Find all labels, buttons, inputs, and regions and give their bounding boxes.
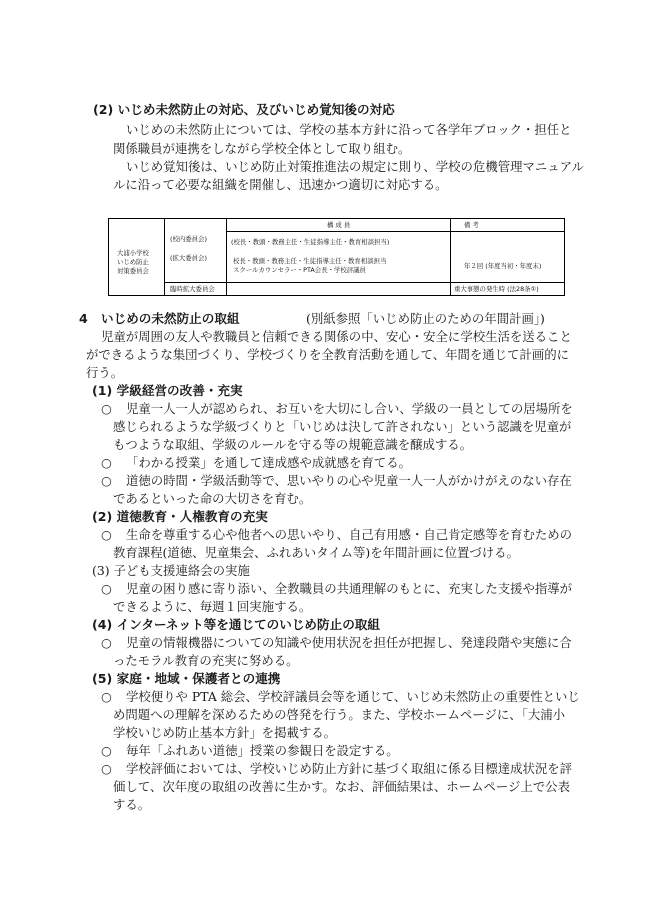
section-2-text: いじめ覚知後は、いじめ防止対策推進法の規定に則り、学校の危機管理マニュアル: [126, 159, 584, 174]
table-header-remarks: 備 考: [464, 221, 479, 229]
section-2-text: いじめの未然防止については、学校の基本方針に沿って各学年ブロック・担任と: [126, 122, 572, 137]
bullet-icon: ○: [101, 455, 112, 470]
bullet-text: ったモラル教育の充実に努める。: [113, 653, 299, 668]
bullet-text: め問題への理解を深めるための啓発を行う。また、学校ホームページに、「大浦小: [113, 707, 566, 722]
bullet-text: できるように、毎週１回実施する。: [113, 599, 312, 614]
internal-committee-label: (校内委員会): [170, 235, 207, 243]
section-4-title: いじめの未然防止の取組: [101, 311, 240, 326]
temporary-remarks: 重大事態の発生時 (法28条①): [454, 285, 539, 293]
bullet-text: 学校便りや PTA 総会、学校評議員会等を通じて、いじめ未然防止の重要性といじ: [126, 689, 580, 704]
bullet-text: 児童の困り感に寄り添い、全教職員の共通理解のもとに、充実した支援や指導が: [126, 581, 573, 596]
bullet-icon: ○: [101, 689, 112, 704]
expanded-committee-label: (拡大委員会): [170, 254, 207, 262]
section-4-intro: 行う。: [86, 365, 124, 380]
bullet-text: 毎年「ふれあい道徳」授業の参観日を設定する。: [126, 743, 399, 758]
bullet-text: 学校評価においては、学校いじめ防止方針に基づく取組に係る目標達成状況を評: [126, 761, 573, 776]
expanded-members: 校長・教頭・教務主任・生徒指導主任・教育相談担当: [233, 257, 387, 265]
section-2-heading: (2) いじめ未然防止の対応、及びいじめ覚知後の対応: [93, 102, 395, 117]
item-3-heading: (3) 子ども支援連絡会の実施: [92, 563, 250, 578]
section-4-intro: 児童が周囲の友人や教職員と信頼できる関係の中、安心・安全に学校生活を送ること: [101, 329, 572, 344]
item-5-heading: (5) 家庭・地域・保護者との連携: [92, 671, 281, 686]
table-row-label: いじめ防止: [117, 258, 149, 266]
bullet-icon: ○: [101, 401, 112, 416]
bullet-icon: ○: [101, 743, 112, 758]
bullet-text: 学校いじめ防止基本方針」を掲載する。: [113, 725, 337, 740]
temporary-committee-label: 臨時拡大委員会: [170, 285, 215, 293]
table-row-label: 大浦小学校: [117, 249, 149, 257]
section-2-text: ルに沿って必要な組織を開催し、迅速かつ適切に対応する。: [113, 177, 448, 192]
section-4-intro: ができるような集団づくり、学校づくりを全教育活動を通して、年間を通じて計画的に: [86, 347, 569, 362]
section-4-number: 4: [79, 311, 88, 326]
bullet-text: 感じられるような学級づくりと「いじめは決して許されない」という認識を児童が: [113, 419, 572, 434]
expanded-members: スクールカウンセラー・PTA会長・学校評議員: [233, 266, 366, 274]
bullet-icon: ○: [101, 473, 112, 488]
bullet-text: 教育課程(道徳、児童集会、ふれあいタイム等)を年間計画に位置づける。: [113, 545, 519, 560]
internal-members: (校長・教頭・教務主任・生徒指導主任・教育相談担当): [231, 238, 390, 246]
committee-table: [108, 218, 565, 296]
table-header-members: 構 成 員: [327, 221, 351, 229]
bullet-text: もつような取組、学級のルールを守る等の規範意識を醸成する。: [113, 437, 473, 452]
bullet-text: 道徳の時間・学級活動等で、思いやりの心や児童一人一人がかけがえのない存在: [126, 473, 572, 488]
bullet-icon: ○: [101, 635, 112, 650]
bullet-text: 価して、次年度の取組の改善に生かす。なお、評価結果は、ホームページ上で公表: [113, 779, 570, 794]
bullet-icon: ○: [101, 581, 112, 596]
bullet-text: する。: [113, 797, 151, 812]
item-1-heading: (1) 学級経営の改善・充実: [92, 383, 243, 398]
bullet-text: 生命を尊重する心や他者への思いやり、自己有用感・自己肯定感等を育むための: [126, 527, 573, 542]
bullet-icon: ○: [101, 761, 112, 776]
regular-remarks: 年２回 (年度当初・年度末): [464, 262, 542, 270]
bullet-text: 児童の情報機器についての知識や使用状況を担任が把握し、発達段階や実態に合: [126, 635, 572, 650]
section-4-reference: (別紙参照「いじめ防止のための年間計画」): [306, 311, 545, 326]
bullet-text: 児童一人一人が認められ、お互いを大切にし合い、学級の一員としての居場所を: [126, 401, 573, 416]
table-row-label: 対策委員会: [117, 267, 149, 275]
bullet-text: 「わかる授業」を通して達成感や成就感を育てる。: [126, 455, 411, 470]
item-4-heading: (4) インターネット等を通じてのいじめ防止の取組: [92, 617, 380, 632]
bullet-text: であるといった命の大切さを育む。: [113, 491, 312, 506]
item-2-heading: (2) 道徳教育・人権教育の充実: [92, 509, 268, 524]
section-2-text: 関係職員が連携をしながら学校全体として取り組む。: [113, 141, 411, 156]
bullet-icon: ○: [101, 527, 112, 542]
